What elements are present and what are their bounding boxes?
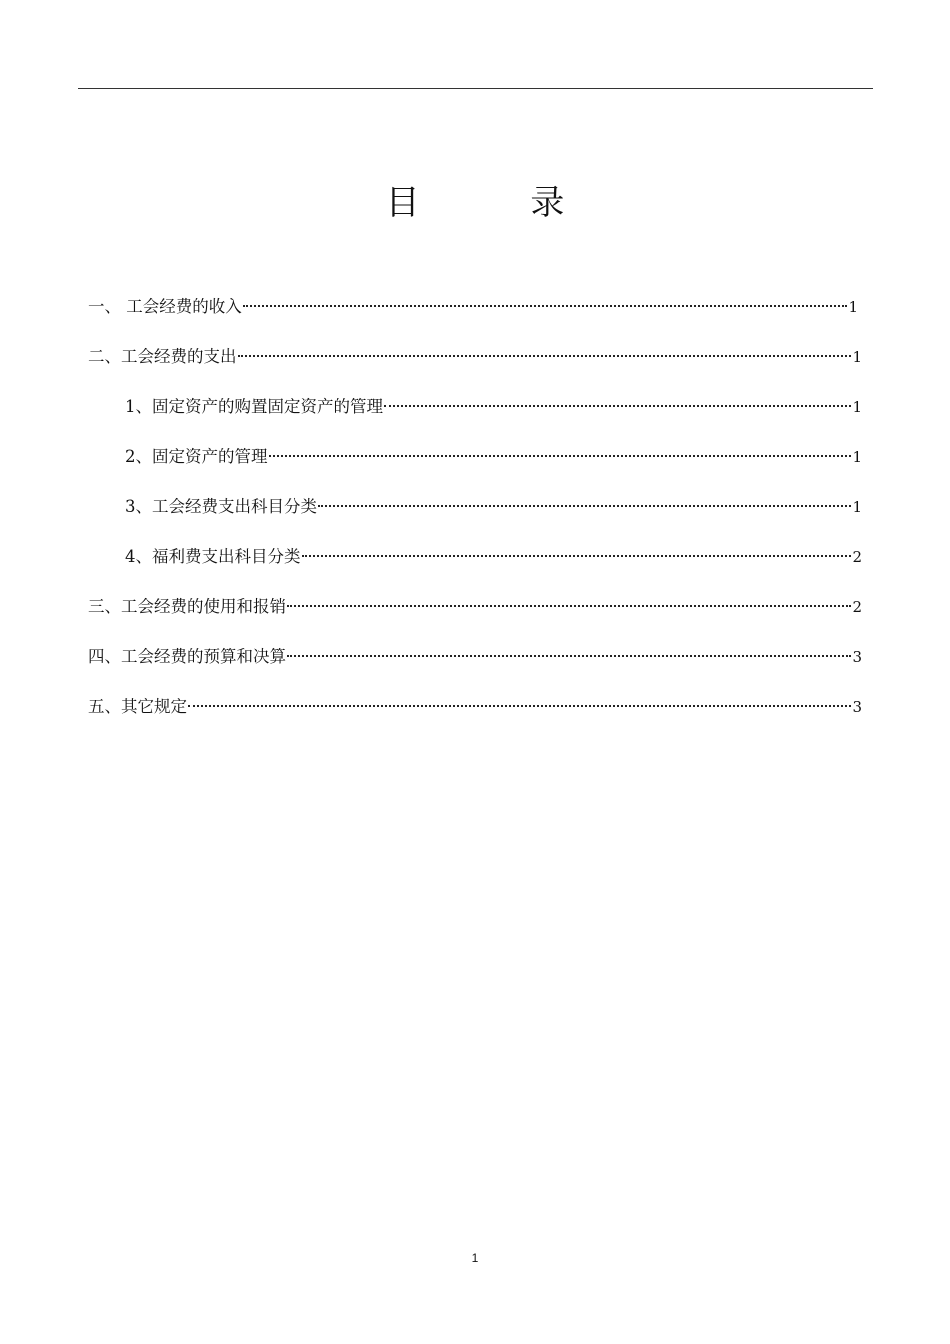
- toc-entry-page: 2: [852, 598, 862, 616]
- toc-entry-label: 4、福利费支出科目分类: [125, 547, 301, 566]
- toc-entry-label: 五、其它规定: [88, 697, 187, 716]
- toc-entry[interactable]: [88, 592, 862, 622]
- toc-entry-label: 一、 工会经费的收入: [88, 297, 242, 316]
- toc-entry-page: 1: [852, 398, 862, 416]
- page-number: 1: [471, 1251, 479, 1265]
- toc-entry[interactable]: [125, 492, 862, 522]
- toc-entry[interactable]: [88, 692, 862, 722]
- toc-entry-page: 1: [852, 348, 862, 366]
- toc-dot-leader: [302, 555, 852, 557]
- toc-dot-leader: [269, 455, 852, 457]
- toc-entry-page: 1: [852, 448, 862, 466]
- toc-entry[interactable]: [88, 342, 862, 372]
- toc-dot-leader: [318, 505, 851, 507]
- toc-entry-label: 1、固定资产的购置固定资产的管理: [125, 397, 383, 416]
- toc-dot-leader: [238, 355, 852, 357]
- toc-entry[interactable]: [125, 542, 862, 572]
- toc-entry-page: 2: [852, 548, 862, 566]
- toc-entry-label: 2、固定资产的管理: [125, 447, 268, 466]
- toc-entry-label: 二、工会经费的支出: [88, 347, 237, 366]
- toc-dot-leader: [287, 655, 851, 657]
- toc-entry-label: 四、工会经费的预算和决算: [88, 647, 286, 666]
- toc-entry[interactable]: [88, 292, 858, 322]
- toc-dot-leader: [243, 305, 848, 307]
- toc-entry[interactable]: [88, 642, 862, 672]
- toc-entry-page: 3: [852, 648, 862, 666]
- toc-entry-label: 3、工会经费支出科目分类: [125, 497, 317, 516]
- toc-entry-label: 三、工会经费的使用和报销: [88, 597, 286, 616]
- toc-entry-page: 3: [852, 698, 862, 716]
- toc-dot-leader: [188, 705, 851, 707]
- toc-dot-leader: [287, 605, 851, 607]
- toc-entry-page: 1: [852, 498, 862, 516]
- toc-entry[interactable]: [125, 392, 862, 422]
- toc-dot-leader: [384, 405, 851, 407]
- header-rule: [78, 88, 873, 89]
- toc-title: 目 录: [385, 182, 615, 223]
- toc-entry[interactable]: [125, 442, 862, 472]
- toc-entry-page: 1: [848, 298, 858, 316]
